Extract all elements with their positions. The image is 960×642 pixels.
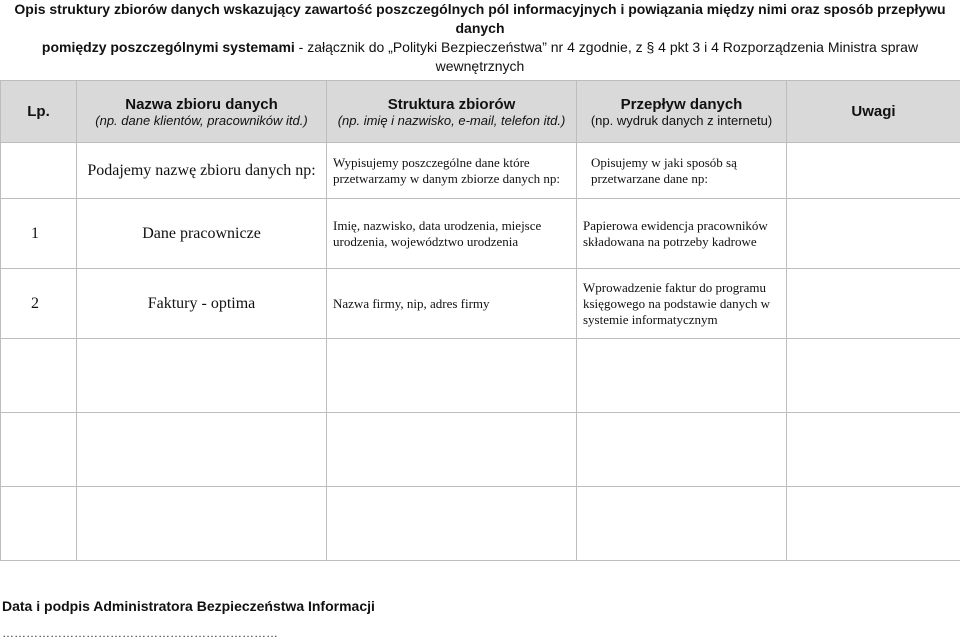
header-structure-sub: (np. imię i nazwisko, e-mail, telefon itd.) (337, 112, 566, 128)
row-lp: 1 (1, 199, 77, 269)
signature-label: Data i podpis Administratora Bezpieczeństwa Informacji (2, 598, 375, 614)
table-row (1, 269, 960, 339)
title-line-1: Opis struktury zbiorów danych wskazujący zawartość poszczególnych pól informacyjnych i powiązania między nimi oraz sposób przepływu danych (14, 1, 946, 36)
header-name-title: Nazwa zbioru danych (125, 95, 278, 113)
row-structure: Nazwa firmy, nip, adres firmy (327, 269, 577, 339)
row-structure: Imię, nazwisko, data urodzenia, miejsce urodzenia, województwo urodzenia (327, 199, 577, 269)
example-structure: Wypisujemy poszczególne dane które przetwarzamy w danym zbiorze danych np: (327, 143, 577, 199)
title-line-2 (0, 38, 960, 76)
row-name: Dane pracownicze (77, 199, 327, 269)
table-row-empty (1, 487, 960, 561)
header-name-sub: (np. dane klientów, pracowników itd.) (95, 112, 308, 128)
table-row (1, 199, 960, 269)
example-flow: Opisujemy w jaki sposób są przetwarzane dane np: (577, 143, 787, 199)
example-notes (787, 143, 960, 199)
data-sets-table (0, 80, 960, 561)
row-name: Faktury - optima (77, 269, 327, 339)
example-name: Podajemy nazwę zbioru danych np: (77, 143, 327, 199)
signature-line: …………………………………………………………… (2, 626, 278, 640)
header-name (77, 81, 327, 143)
header-structure-title: Struktura zbiorów (387, 95, 516, 113)
table-row-empty (1, 413, 960, 487)
title-line-2-bold: pomiędzy poszczególnymi systemami (41, 39, 295, 55)
header-lp: Lp. (1, 81, 77, 143)
header-structure (327, 81, 577, 143)
header-notes: Uwagi (787, 81, 960, 143)
title-line-2-rest: - załącznik do „Polityki Bezpieczeństwa” nr 4 zgodnie, z § 4 pkt 3 i 4 Rozporządzenia Ministra spraw wewnętrznych (294, 39, 919, 74)
header-flow-title: Przepływ danych (620, 95, 743, 113)
header-flow-sub: (np. wydruk danych z internetu) (590, 112, 773, 128)
row-flow: Papierowa ewidencja pracowników składowana na potrzeby kadrowe (577, 199, 787, 269)
row-lp: 2 (1, 269, 77, 339)
example-lp (1, 143, 77, 199)
row-notes (787, 269, 960, 339)
header-flow (577, 81, 787, 143)
table-row-empty (1, 339, 960, 413)
table-header-row (1, 81, 960, 143)
row-notes (787, 199, 960, 269)
row-flow: Wprowadzenie faktur do programu księgowego na podstawie danych w systemie informatycznym (577, 269, 787, 339)
table-example-row (1, 143, 960, 199)
